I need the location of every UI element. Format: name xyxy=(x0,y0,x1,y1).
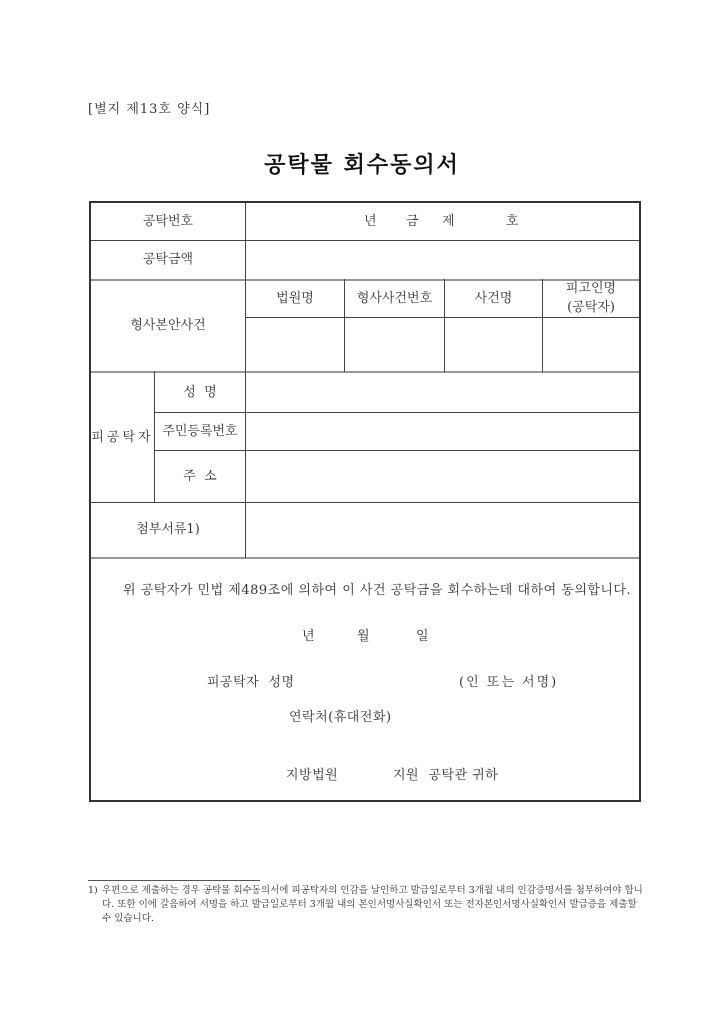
contact-label: 연락처(휴대전화) xyxy=(289,710,392,725)
case-number-field[interactable] xyxy=(345,318,444,371)
divider xyxy=(91,557,639,559)
form-number-label: [별지 제13호 양식] xyxy=(88,102,211,117)
district-court-label: 지방법원 xyxy=(286,768,339,783)
branch-addressee-label: 지원 공탁관 귀하 xyxy=(393,768,499,783)
geum-label: 금 xyxy=(406,213,419,229)
depositee-label: 피공탁자 xyxy=(91,429,154,445)
criminal-case-label: 형사본안사건 xyxy=(130,318,206,333)
footnote xyxy=(88,884,648,926)
je-label: 제 xyxy=(442,213,455,229)
depositee-name-label: 성 명 xyxy=(183,384,217,400)
signer-name-label: 피공탁자 성명 xyxy=(207,675,295,690)
depositor-label: (공탁자) xyxy=(567,300,615,315)
consent-statement: 위 공탁자가 민법 제489조에 의하여 이 사건 공탁금을 회수하는데 대하여 동의합니다. xyxy=(123,583,632,598)
case-number-header: 형사사건번호 xyxy=(356,291,433,306)
deposit-amount-label: 공탁금액 xyxy=(142,252,194,267)
case-name-field[interactable] xyxy=(445,318,542,371)
case-name-header: 사건명 xyxy=(474,291,513,306)
deposit-number-label: 공탁번호 xyxy=(142,213,194,229)
date-year-label: 년 xyxy=(302,629,316,644)
depositee-address-field[interactable] xyxy=(246,451,639,502)
defendant-name-label: 피고인명 xyxy=(565,281,617,296)
consent-form-table xyxy=(89,201,641,802)
attachments-label: 첨부서류1) xyxy=(136,522,200,537)
date-day-label: 일 xyxy=(416,629,430,644)
attachments-field[interactable] xyxy=(246,503,639,557)
depositee-rrn-label: 주민등록번호 xyxy=(162,423,238,439)
deposit-number-field[interactable] xyxy=(246,203,639,240)
year-label: 년 xyxy=(364,213,377,229)
court-name-field[interactable] xyxy=(246,318,344,371)
court-name-header: 법원명 xyxy=(276,291,314,306)
footnote-divider xyxy=(88,880,260,881)
page-title: 공탁물 회수동의서 xyxy=(264,152,460,178)
defendant-name-header xyxy=(543,277,639,319)
seal-or-signature-label: (인 또는 서명) xyxy=(459,675,559,690)
defendant-name-field[interactable] xyxy=(543,318,639,371)
depositee-rrn-field[interactable] xyxy=(246,413,639,450)
depositee-address-label: 주 소 xyxy=(183,468,217,484)
ho-label: 호 xyxy=(506,213,519,229)
deposit-amount-field[interactable] xyxy=(246,241,639,279)
footnote-number: 1) xyxy=(88,885,98,896)
depositee-name-field[interactable] xyxy=(246,373,639,412)
footnote-text: 우편으로 제출하는 경우 공탁물 회수동의서에 피공탁자의 인감을 날인하고 발급일로부터 3개월 내의 인감증명서를 첨부하여야 합니다. 또한 이에 갈음하여 서명을 하고 발급일로부터 3개월 내의 본인서명사실확인서 또는 전자본인서명사실확인서 발급증을 제출할 수 있습니다. xyxy=(102,885,643,924)
date-month-label: 월 xyxy=(357,629,371,644)
